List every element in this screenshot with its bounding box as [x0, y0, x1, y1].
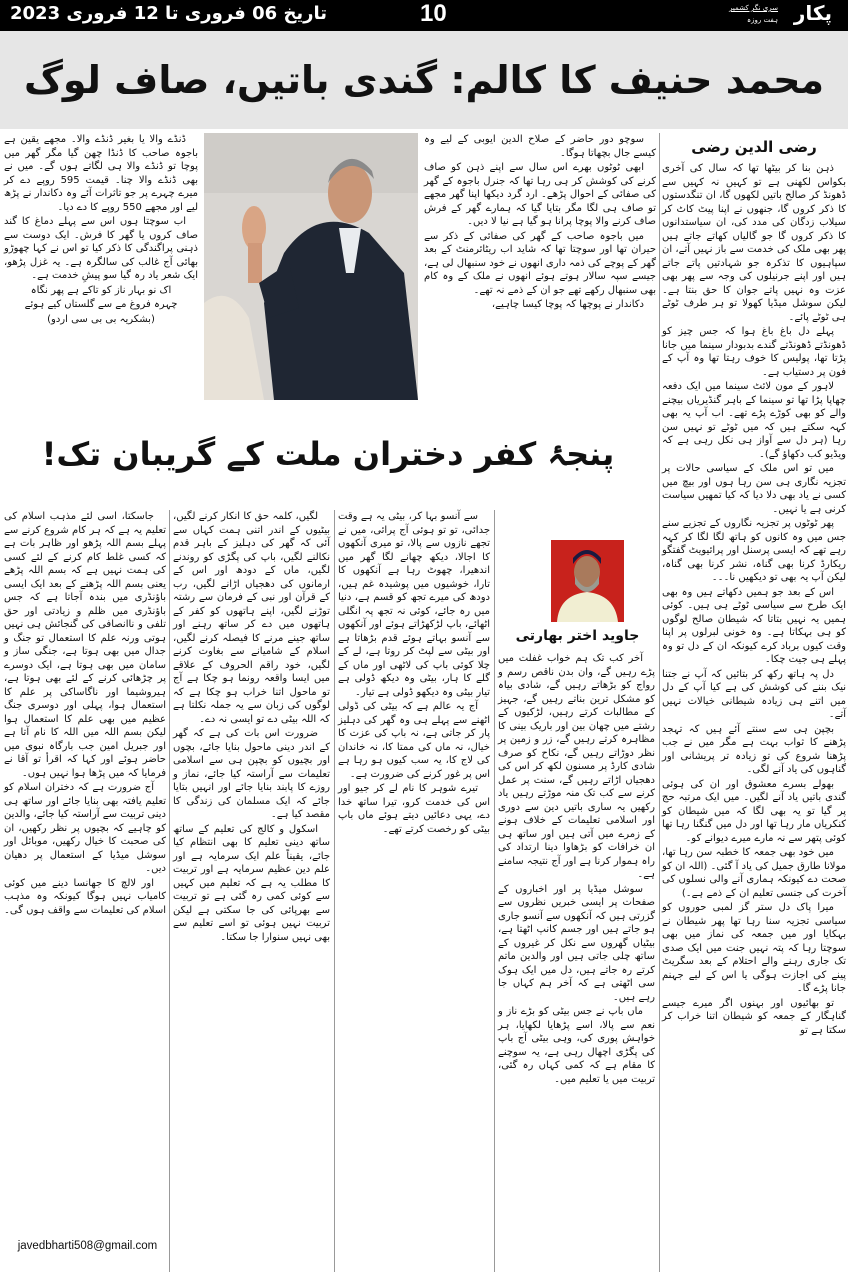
article1-headline-band — [0, 31, 848, 129]
logo-name: پکار — [793, 1, 832, 25]
paragraph: ابھی ٹوٹوں بھرے اس سال سے اپنے ذہن کو صاف کرنے کی کوشش کر ہی رہا تھا کہ جنرل باجوہ کے گھر کی صفائی کے احوال پڑھے۔ ارد گرد دیکھا اپنا گھر مجھے تو صاف ہی لگا مگر بتایا گیا کہ ہمارے گھر کے فرش صاف کرنے والا پوچا پرانا ہو گیا ہے نیا لا دیں۔ — [424, 162, 656, 227]
column-divider — [659, 133, 660, 1272]
article2-headline: پنجۂ کفر دختران ملت کے گریبان تک! — [41, 435, 615, 473]
paragraphs — [424, 133, 656, 312]
paragraph: تو بھائیوں اور بہنوں اگر میرے جیسے گناہگار کے جمعہ کو شیطان اتنا خراب کر سکتا ہے تو — [662, 997, 846, 1036]
logo-weekly-label: ہفت روزہ — [747, 16, 778, 24]
paragraph: میں باجوہ صاحب کے گھر کی صفائی کے ذکر سے حیران تھا اور سوچتا تھا کہ شاید اب ریٹائرمنٹ کے بعد گھر کے پوچے کی ذمہ داری انھوں نے خود سنبھال لی ہے، جیسے سپہ سالار ہوتے ہوئے انھوں نے ملک کے وہ کام بھی سنبھال رکھے تھے جو ان کے ذمے نہ تھے۔ — [424, 230, 656, 296]
newspaper-logo — [640, 1, 840, 30]
paragraph: آج ضرورت ہے کہ دختران اسلام کو تعلیم یافتہ بھی بنایا جائے اور ساتھ ہی دینی تربیت سے آراستہ کیا جائے، والدین کو چاہیے کہ بچیوں پر نظر رکھیں، ان کی صحبت کا خیال رکھیں، موبائل اور سوشل میڈیا کے استعمال پر دھیان دیں۔ — [4, 782, 166, 874]
author-photo — [551, 540, 624, 622]
paragraph: میرا پاک دل ستر گز لمبی حوروں کو سیاسی تجزیہ سنا رہا تھا پھر شیطان نے بہکایا اور میں جمعہ کی نماز میں بھی سوچتا رہا کہ پتہ نہیں جنت میں ایک صدی تک جاری رہنے والے احتلام کے بعد سگریٹ پینے کی اجازت ہوگی یا اس کے لیے جہنم جانا پڑے گا۔ — [662, 902, 846, 994]
paragraph: پہلے دل باغ باغ ہوا کہ جس چیز کو ڈھونڈتے ڈھونڈتے گندے بدبودار سینما میں جانا پڑتا تھا، پولیس کا خوف رہتا تھا وہ آپ کے فون پر دستیاب ہے۔ — [662, 326, 846, 378]
waving-man-photo — [204, 133, 418, 400]
verse-line: اک نو بہار ناز کو تاکے ہے پھر نگاہ — [30, 284, 172, 296]
paragraph: دل پہ ہاتھ رکھ کر بتائیں کہ آپ نے جتنا نیک بننے کی کوشش کی ہے کیا آپ کے دل میں اتنے ہی زیادہ شیطانی خیالات نہیں آتے۔ — [662, 668, 846, 720]
paragraph: ضرورت اس بات کی ہے کہ گھر کے اندر دینی ماحول بنایا جائے، بچوں اور بچیوں کو بچپن ہی سے اسلامی تعلیمات سے آراستہ کیا جائے، نماز و روزے کا پابند بنایا جائے اور انہیں بتایا جائے کہ ایک مسلمان کی زندگی کا مقصد کیا ہے۔ — [173, 728, 330, 820]
paragraph: بھولے بسرے معشوق اور ان کی ہوئی گندی باتیں یاد آنے لگیں۔ میں ایک مرتبہ حج پر گیا تو یہ بھی لگا کہ میں شیطان کو کنکریاں مار رہا تھا اور دل میں گنگنا رہا تھا کوئی پتھر سے نہ مارے میرے دیوانے کو۔ — [662, 778, 846, 844]
paragraph: لاہور کے مون لائٹ سینما میں ایک دفعہ چھاپا پڑا تھا تو سینما کے باہر گنڈیریاں بیچنے والے کو بھی کوڑے پڑے تھے۔ اب آپ یہ بھی کہہ سکتے ہیں کہ میں ٹوٹے تو نہیں سن رہا (ہر دل سے آواز ہی نکل رہی ہے کہ ویڈیو کب دکھاؤ گے)۔ — [662, 381, 846, 460]
article2-column-4 — [4, 510, 166, 918]
paragraph: اس کے بعد جو ہمیں دکھاتے ہیں وہ بھی ایک طرح سے سیاسی ٹوٹے ہی ہیں۔ کوئی ہمیں یہ نہیں بتاتا کہ شیطان صالح لوگوں کو ہی بہکاتا ہے۔ وہ خونی لبرلوں پر اپنا وقت کیوں برباد کرے کیونکہ ان کے دل تو وہ پہلے ہی جیت چکا۔ — [662, 586, 846, 665]
paragraph: لگیں، کلمہ حق کا انکار کرنے لگیں، بیٹیوں کے اندر اتنی ہمت کہاں سے آئی کہ گھر کی دہلیز کے باہر قدم نکالنے لگیں، باپ کی پگڑی کو روندنے لگیں، ماں کے دودھ اور اس کے ارمانوں کی دھجیاں اڑانے لگیں، رب کے قرآن اور نبی کے فرمان سے رشتہ توڑنے لگیں، اپنے ہاتھوں کو کفر کے ہاتھوں میں دے کر ساتھ رہنے اور ساتھ جینے مرنے کا فیصلہ کرنے لگیں، اسلام کے شامیانے سے بغاوت کرنے لگیں، خود راقم الحروف کے علاقے میں ایسا واقعہ رونما ہو چکا ہے آج تو ماحول اتنا خراب ہو چکا ہے کہ لوگوں کی زبان سے یہ جملہ نکلتا ہے کہ اللہ بیٹی دے تو ایسی نہ دے۔ — [173, 511, 330, 725]
paragraph: ذہن بنا کر بیٹھا تھا کہ سال کی آخری بکواس لکھنی ہے تو کہیں نہ کہیں سے ڈھونڈ کر صالح باتیں لکھوں گا، ان تنگدستوں کا ذکر کروں گا، جنھوں نے اپنا پیٹ کاٹ کر سیلاب زدگان کی مدد کی، ان سیاستدانوں کا ذکر کروں گا جو گالیاں کھاتے جاتے ہیں پھر بھی ملک کی خدمت سے باز نہیں آتے، ان سپاہیوں کا تذکرہ جو شہادتیں پاتے جاتے ہیں اور اپنے جرنیلوں کی وجہ سے پھر بھی عزت وہ نہیں پاتے جوان کا حق بنتا ہے۔ لیکن سوشل میڈیا کھولا تو ہر طرف ٹوٹے ہی ٹوٹے پائے۔ — [662, 163, 846, 323]
article2-headline-band — [0, 404, 656, 504]
paragraph: اور لالچ کا جھانسا دینے میں کوئی کامیاب نہیں ہوگا کیونکہ وہ مذہب اسلام کی تعلیمات سے واقف ہوں گی۔ — [4, 877, 166, 916]
paragraphs — [338, 510, 490, 836]
column-divider — [169, 510, 170, 1272]
article2-author: جاوید اختر بھارتی — [515, 628, 640, 644]
article1-author: رضی الدین رضی — [691, 138, 817, 156]
paragraph: اسکول و کالج کی تعلیم کے ساتھ ساتھ دینی تعلیم کا بھی انتظام کیا جائے، یقیناً علم ایک سرمایہ ہے اور علم دین عظیم سرمایہ ہے اور تربیت کا مطلب یہ ہے کہ تعلیم میں کہیں سے کوئی کمی رہ گئی ہے تو تربیت سے بھرپائی کی جا سکتی ہے لیکن تربیت نہیں ہوئی تو اسے تعلیم سے بھی نہیں سنوارا جا سکتا۔ — [173, 823, 330, 943]
paragraph: تیرے شوہر کا نام لے کر جیو اور اس کی خدمت کرو، تیرا ساتھ خدا دے، یہی دعائیں دیتے ہوئے ماں باپ بیٹی کو رخصت کرتے تھے۔ — [338, 783, 490, 835]
author-email: javedbharti508@gmail.com — [17, 1240, 158, 1252]
paragraph: میں خود بھی جمعہ کا خطبہ سن رہا تھا، مولانا طارق جمیل کی یاد آ گئی۔ (اللہ ان کو صحت دے کیونکہ ہماری آنے والی نسلوں کی آخرت کی جنسی تعلیم ان کے ذمے ہے۔) — [662, 847, 846, 899]
paragraphs — [173, 510, 330, 944]
paragraphs — [4, 510, 166, 917]
verse-line: چہرہ فروغ مے سے گلستاں کیے ہوئے — [24, 299, 178, 310]
article2-column-3 — [173, 510, 330, 945]
paragraph: میں تو اس ملک کے سیاسی حالات پر تجزیہ نگاری ہی سن رہا ہوں اور بیچ میں کسی نے یاد بھی دلا دیا کہ کیا تمھیں سیاست کرنی ہے یا نہیں۔ — [662, 463, 846, 515]
issue-date: تاریخ 06 فروری تا 12 فروری 2023 — [10, 3, 328, 24]
article1-column-right — [662, 133, 846, 1038]
paragraphs — [4, 133, 198, 283]
column-divider — [334, 510, 335, 1272]
column-divider — [494, 510, 495, 1272]
paragraph: دکاندار نے پوچھا کہ پوچا کیسا چاہیے، — [491, 299, 644, 310]
article2-column-1 — [498, 652, 655, 1087]
article1-column-middle — [424, 133, 656, 313]
paragraph: اب سوچتا ہوں اس سے پہلے دماغ کا گند صاف کروں یا گھر کا فرش۔ ایک دوست سے ذہنی پراگندگی کا ذکر کیا تو اس نے کہا چھوڑو بھائی آج غالب کی سالگرہ ہے۔ یہ غزل پڑھو، ایک شعر یاد رہ گیا سو پیشِ خدمت ہے۔ — [4, 216, 198, 281]
masthead-bar — [0, 0, 848, 31]
article2-column-2 — [338, 510, 490, 837]
paragraph: ماں باپ نے جس بیٹی کو بڑے ناز و نعم سے پالا، اسے پڑھایا لکھایا، ہر خواہش پوری کی، وہی بیٹی آج باپ کی پگڑی اچھال رہی ہے، یہ سوچنے کا مقام ہے کہ کمی کہاں رہ گئی، تربیت میں یا تعلیم میں۔ — [498, 1006, 655, 1085]
paragraph: جاسکتا، اسی لئے مذہب اسلام کی تعلیم یہ ہے کہ ہر کام شروع کرنے سے پہلے بسم اللہ پڑھو اور ظاہر بات ہے کہ کسی غلط کام کرنے کے لئے کسی کی ہمت نہیں ہے کہ بسم اللہ پڑھے یعنی بسم اللہ پڑھنے کے بعد ایک ایسی باؤنڈری میں بندہ آجاتا ہے کہ جس باؤنڈری میں ظلم و زیادتی اور حق تلفی و ناانصافی کی گنجائش ہی نہیں ہوتی ورنہ علم کا استعمال تو جنگ و جدال میں بھی ہوتا ہے، جنگی ساز و سامان میں بھی ہوتا ہے، ایک دوسرے پر چڑھائی کرنے کے لئے بھی ہوتا ہے، ہیروشیما اور ناگاساکی پر علم کا استعمال ہوا، پہلی اور دوسری جنگ عظیم میں بھی علم کا استعمال ہوا لیکن بسم اللہ میں اللہ کا نام آتا ہے اور جبریل امین جب بارگاہ نبوی میں حاضر ہوئے اور کہا کہ اقرأ تو آقا نے فرمایا کہ میں پڑھا ہوا نہیں ہوں۔ — [4, 511, 166, 779]
paragraph: سوشل میڈیا پر اور اخباروں کے صفحات پر ایسی خبریں نظروں سے گزرتی ہیں کہ آنکھوں سے آنسو جاری ہو جاتے ہیں اور جسم کانپ اٹھتا ہے، بیٹیاں گھروں سے نکل کر غیروں کے ساتھ چلی جاتی ہیں اور والدین ماتم کرتے رہ جاتے ہیں، دل میں ایک ہوک سی اٹھتی ہے کہ آخر ہم کہاں جا رہے ہیں۔ — [498, 883, 655, 1003]
paragraph: آخر کب تک ہم خواب غفلت میں پڑے رہیں گے، وان بدن ناقص رسم و رواج کو بڑھاتے رہیں گے، شادی بیاہ کو مشکل ترین بناتے رہیں گے، جہیز کے مطالبات کرتے رہیں، لڑکیوں کے رشتے میں چھان بین اور باریک بینی کا مظاہرہ کرتے رہیں گے، زر و زمین پر نظر دوڑاتے رہیں گے، نکاح کو صرف شادی کارڈ پر مسنون لکھ کر اس کی دھجیاں اڑاتے رہیں گے، سنت پر عمل کرنے سے کب تک منہ موڑتے رہیں یاد رکھیں یہ ساری باتیں دین سے دوری اور اسلامی تعلیمات کے خلاف ہونے کے زمرے میں آتی ہیں اور ساتھ ہی ان خرافات کو بڑھاوا دینا ارتداد کی راہ ہموار کرنا ہے اور آج نتیجہ سامنے ہے۔ — [498, 653, 655, 880]
article1-headline: محمد حنیف کا کالم: گندی باتیں، صاف لوگ — [23, 58, 825, 102]
article1-column-left — [4, 133, 198, 327]
source-credit: (بشکریہ بی بی سی اردو) — [47, 313, 155, 325]
paragraph: بچپن ہی سے سنتے آئے ہیں کہ تہجد پڑھنے کا ثواب بہت ہے مگر میں نے جب پڑھنا شروع کی تو زیادہ تر پریشانی اور گناہوں کی یاد آنے لگی۔ — [662, 723, 846, 775]
paragraphs — [498, 652, 655, 1086]
logo-city-label: سری نگر کشمیر — [729, 4, 778, 12]
author-portrait — [551, 540, 624, 622]
paragraph: آج یہ عالم ہے کہ بیٹی کی ڈولی اٹھنے سے پہلے ہی وہ گھر کی دہلیز پار کر جاتی ہے، نہ باپ کی عزت کا خیال، نہ ماں کی ممتا کا، نہ خاندان کی لاج کا، یہ سب کیوں ہو رہا ہے اس پر غور کرنے کی ضرورت ہے۔ — [338, 701, 490, 780]
paragraphs — [662, 162, 846, 1037]
page-number: 10 — [420, 0, 447, 27]
article1-photo — [204, 133, 418, 400]
paragraph: سوچو دور حاضر کے صلاح الدین ایوبی کے لیے وہ کیسے جال بچھاتا ہوگا۔ — [424, 134, 656, 159]
paragraph: ڈنڈے والا یا بغیر ڈنڈے والا۔ مجھے یقین ہے باجوہ صاحب کا ڈنڈا چھن گیا مگر گھر میں پوچا تو ڈنڈے والا ہی لگاتے ہوں گے۔ میں نے بھی ڈنڈے والا چنا۔ قیمت 595 روپے دے کر میرے چہرے پر جو تاثرات آئے وہ دکاندار نے پڑھ لیے اور مجھے 550 روپے کا دے دیا۔ — [4, 134, 198, 213]
paragraph: پھر ٹوٹوں پر تجزیہ نگاروں کے تجزیے سنے جس میں وہ کانوں کو ہاتھ لگا لگا کر کہہ رہے تھے کہ ایسی پرسنل اور پرائیویٹ گفتگو ریکارڈ کرنا بھی گناہ، نشر کرنا بھی گناہ، لیکن آپ یہ بھی تو دیکھیں نا۔۔۔ — [662, 518, 846, 583]
paragraph: سے آنسو بہا کر، بیٹی یہ ہے وقت جدائی، تو تو ہوئی آج پرائی، میں نے تجھے نازوں سے پالا، تو میری آنکھوں کا اجالا، دیکھ چھانے لگا گھر میں اندھیرا، چھوٹ رہا ہے آنکھوں کا تارا، خوشیوں میں پوشیدہ غم ہیں، دودھ کی میرے تجھ کو قسم ہے، دنیا میں رہ جائے، کوئی نہ تجھ پہ انگلی اٹھائے، باپ لڑکھڑاتے ہوئے اور آنکھوں سے آنسو بہاتے ہوئے قدم بڑھاتا ہے اور بیٹی سے لپٹ کر روتا ہے، لے کے چلا کوئی باپ کی لاٹھی اور ماں کے گلے کا ہار، بیٹی وہ دیکھ ڈولی ہے تیار بیٹی وہ دیکھو ڈولی ہے تیار۔ — [338, 511, 490, 698]
